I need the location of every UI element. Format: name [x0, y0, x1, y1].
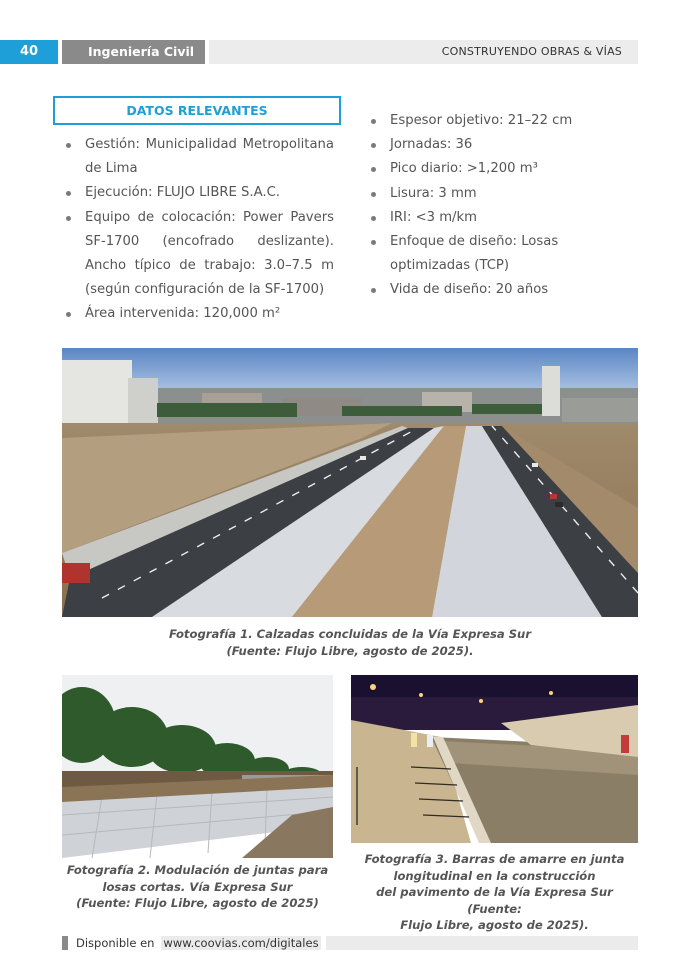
- footer-link[interactable]: www.coovias.com/digitales: [161, 936, 321, 950]
- list-item: Área intervenida: 120,000 m²: [61, 302, 334, 326]
- photo2-caption: [62, 862, 333, 912]
- caption-line: (Fuente: Flujo Libre, agosto de 2025).: [226, 643, 474, 658]
- list-item: Vida de diseño: 20 años: [366, 278, 646, 302]
- relevant-data-list-left: [61, 133, 334, 327]
- photo1-caption: [62, 626, 638, 659]
- list-item: Espesor objetivo: 21–22 cm: [366, 109, 646, 133]
- caption-line: Flujo Libre, agosto de 2025).: [400, 918, 589, 932]
- running-title: CONSTRUYENDO OBRAS & VÍAS: [209, 40, 638, 64]
- box-title: DATOS RELEVANTES: [53, 96, 341, 125]
- list-item: Equipo de colocación: Power Pavers SF-1700 (encofrado deslizante). Ancho típico de trabajo: 3.0–7.5 m (según configuración de la SF-1700): [61, 206, 334, 303]
- caption-line: del pavimento de la Vía Expresa Sur (Fuente:: [376, 885, 613, 916]
- photo3-caption: [349, 851, 640, 934]
- list-item: Gestión: Municipalidad Metropolitana de Lima: [61, 133, 334, 181]
- caption-line: Fotografía 2. Modulación de juntas para: [66, 863, 329, 877]
- caption-line: (Fuente: Flujo Libre, agosto de 2025): [76, 896, 319, 910]
- photo-joint-modulation: [62, 675, 333, 858]
- list-item: Pico diario: >1,200 m³: [366, 157, 646, 181]
- photo-tie-bars-night: [351, 675, 638, 843]
- photo-aerial-roadways: [62, 348, 638, 617]
- footer-marker: [62, 936, 68, 950]
- caption-line: losas cortas. Vía Expresa Sur: [102, 879, 293, 894]
- footer-band: [326, 936, 638, 950]
- section-tag: Ingeniería Civil: [62, 40, 205, 64]
- list-item: Lisura: 3 mm: [366, 182, 646, 206]
- footer-label: Disponible en: [76, 936, 155, 950]
- relevant-data-list-right: [366, 109, 646, 303]
- list-item: IRI: <3 m/km: [366, 206, 646, 230]
- caption-line: longitudinal en la construcción: [393, 868, 596, 883]
- caption-line: Fotografía 3. Barras de amarre en junta: [364, 852, 625, 866]
- page-number: 40: [0, 40, 58, 64]
- list-item: Enfoque de diseño: Losas optimizadas (TCP): [366, 230, 646, 278]
- caption-line: Fotografía 1. Calzadas concluidas de la Vía Expresa Sur: [168, 627, 532, 641]
- list-item: Jornadas: 36: [366, 133, 646, 157]
- list-item: Ejecución: FLUJO LIBRE S.A.C.: [61, 181, 334, 205]
